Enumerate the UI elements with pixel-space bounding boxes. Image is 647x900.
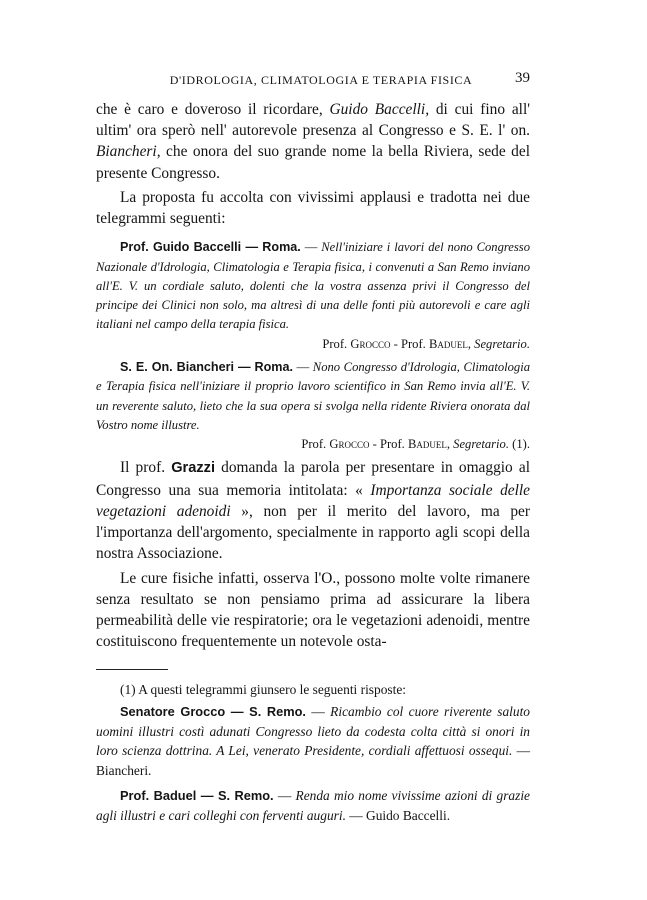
paragraph-cure-fisiche: Le cure fisiche infatti, osserva l'O., possono molte volte rimanere senza resultato se non pensiamo prima ad assicurare la libera permeabilità delle vie respiratorie; ora le vegetazioni adenoidi, mentre costituiscono frequentemente un notevole osta- — [96, 569, 530, 651]
running-title: D'IDROLOGIA, CLIMATOLOGIA E TERAPIA FISICA — [169, 73, 473, 87]
footnote-reply-grocco: Senatore Grocco — S. Remo. — Ricambio col cuore riverente saluto uomini illustri costì adunati Congresso lieto da codesta colta città si onori in loro scienza dottrina. A Lei, venerato Presidente, cordiali affettuosi ossequi. — Biancheri. — [96, 703, 530, 778]
document-page — [96, 70, 530, 825]
name-baccelli: Guido Baccelli, — [329, 101, 430, 118]
telegram-text: Nono Congresso d'Idrologia, Climatologia e Terapia fisica nell'iniziare il proprio lavoro scientifico in San Remo invia all'E. V. un reverente saluto, lieto che la sua opera si svolga nella ridente Riviera onorata dal Vostro nome illustre. — [96, 360, 531, 432]
footnote-marker: (1). — [509, 437, 530, 452]
paragraph-grazzi: Il prof. Grazzi domanda la parola per presentare in omaggio al Congresso una sua memoria intitolata: « Importanza sociale delle vegetazioni adenoidi », non per il merito del lavoro, ma per l'importanza dell'argomento, specialmente in rapporto agli scopi della nostra Associazione. — [96, 459, 531, 563]
running-header — [96, 70, 530, 92]
name-grazzi: Grazzi — [171, 460, 215, 477]
page-number: 39 — [515, 70, 530, 86]
paragraph-intro: che è caro e doveroso il ricordare, Guido Baccelli, di cui fino all' ultim' ora sperò nell' autorevole presenza al Congresso e S. E. l' on. Biancheri, che onora del suo grande nome la bella Riviera, sede del presente Congresso. — [96, 101, 530, 182]
telegram-address: Prof. Guido Baccelli — Roma. — [120, 240, 301, 255]
telegram-signature: Prof. Grocco - Prof. Baduel, Segretario. — [322, 336, 530, 351]
telegram-baccelli: Prof. Guido Baccelli — Roma. — Nell'iniziare i lavori del nono Congresso Nazionale d'Idrologia, Climatologia e Terapia fisica, i convenuti a San Remo inviano all'E. V. un cordiale saluto, dolenti che la vostra assenza privi il Congresso del principe dei Clinici non solo, ma altresì di una delle fonti più autorevoli e care agli italiani nel campo della terapia fisica. — [96, 240, 531, 332]
footnote-reply-baduel: Prof. Baduel — S. Remo. — Renda mio nome vivissime azioni di grazie agli illustri e cari colleghi con ferventi auguri. — Guido Baccelli. — [96, 788, 530, 823]
name-biancheri: Biancheri, — [96, 143, 161, 161]
paragraph-proposal: La proposta fu accolta con vivissimi applausi e tradotta nei due telegrammi seguenti: — [96, 188, 530, 228]
telegram-signature: Prof. Grocco - Prof. Baduel, Segretario. (1). — [301, 437, 530, 452]
telegram-address: S. E. On. Biancheri — Roma. — [120, 360, 293, 374]
footnote-intro: (1) A questi telegrammi giunsero le seguenti risposte: — [120, 682, 406, 698]
footnote-divider — [96, 669, 168, 670]
memoir-title: Importanza sociale delle vegetazioni adenoidi — [96, 481, 531, 520]
telegram-text: Nell'iniziare i lavori del nono Congresso Nazionale d'Idrologia, Climatologia e Terapia fisica, i convenuti a San Remo inviano all'E. V. un cordiale saluto, dolenti che la vostra assenza privi il Congresso del principe dei Clinici non solo, ma altresì di una delle fonti più autorevoli e care agli italiani nel campo della terapia fisica. — [96, 240, 531, 332]
telegram-biancheri: S. E. On. Biancheri — Roma. — Nono Congresso d'Idrologia, Climatologia e Terapia fisica nell'iniziare il proprio lavoro scientifico in San Remo invia all'E. V. un reverente saluto, lieto che la sua opera si svolga nella ridente Riviera onorata dal Vostro nome illustre. — [96, 360, 531, 432]
